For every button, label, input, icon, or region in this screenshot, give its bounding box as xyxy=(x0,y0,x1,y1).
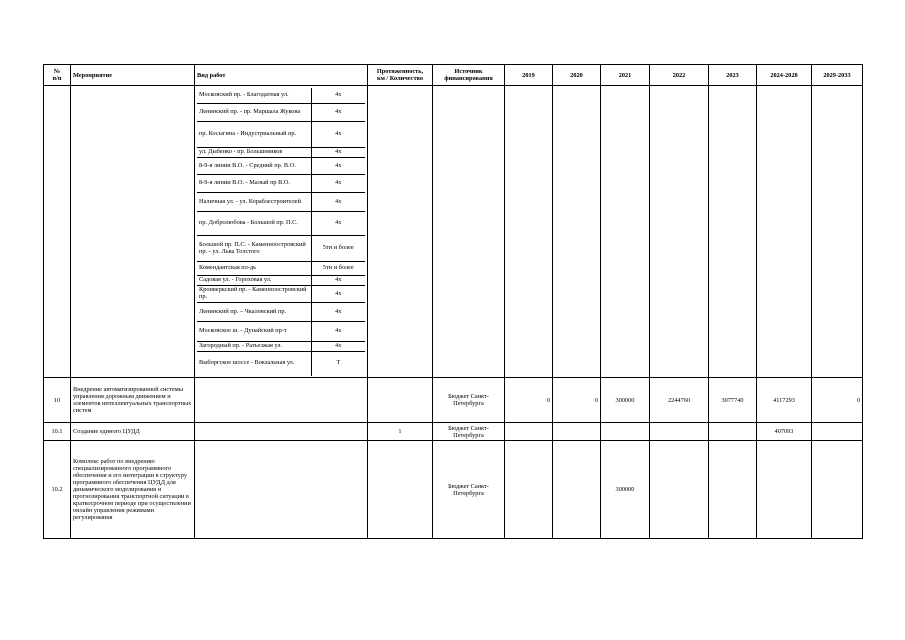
program-table xyxy=(43,64,863,539)
header-work-type: Вид работ xyxy=(195,65,368,86)
row-10-1-2022 xyxy=(650,423,709,441)
row-10-1-2023 xyxy=(709,423,757,441)
work-name: 8-9-я линии В.О. - Малый пр В.О. xyxy=(197,175,311,193)
row-10-2-2022 xyxy=(650,441,709,539)
cell-empty xyxy=(505,86,553,378)
row-10-2022: 2244760 xyxy=(650,378,709,423)
work-name: Комендантская пл-дь xyxy=(197,262,311,276)
work-name: Наличная ул. - ул. Кораблестроителей xyxy=(197,193,311,212)
work-name: Загородный пр. - Разъезжая ул. xyxy=(197,342,311,352)
row-10-2-2029-2033 xyxy=(812,441,863,539)
row-10-num: 10 xyxy=(44,378,71,423)
cell-empty xyxy=(601,86,650,378)
row-10-1-num: 10.1 xyxy=(44,423,71,441)
cell-empty xyxy=(433,86,505,378)
work-name: Ленинский пр. – Чкаловский пр. xyxy=(197,303,311,322)
work-name: пр. Косыгина - Индустриальный пр. xyxy=(197,122,311,148)
work-name: 8-9-я линии В.О. - Средний пр. В.О. xyxy=(197,158,311,175)
work-quantity: 4х xyxy=(311,158,365,175)
row-10-2-2021: 300000 xyxy=(601,441,650,539)
row-10-2029-2033: 0 xyxy=(812,378,863,423)
row-10-2-source: Бюджет Санкт-Петербурга xyxy=(433,441,505,539)
header-length: Протяженность, км / Количество xyxy=(368,65,433,86)
work-quantity: 4х xyxy=(311,342,365,352)
work-row xyxy=(197,303,365,322)
work-name: Московское ш. - Дунайский пр-т xyxy=(197,322,311,342)
row-10-2-2023 xyxy=(709,441,757,539)
row-10-1-activity: Создание единого ЦУДД xyxy=(71,423,195,441)
work-row xyxy=(197,148,365,158)
row-10-2-2020 xyxy=(553,441,601,539)
work-quantity: 4х xyxy=(311,322,365,342)
work-quantity: 5ти и более xyxy=(311,262,365,276)
work-quantity: 4х xyxy=(311,276,365,286)
header-2024-2028: 2024-2028 xyxy=(757,65,812,86)
row-10-2020: 0 xyxy=(553,378,601,423)
work-name: пр. Добролюбова - Большой пр. П.С. xyxy=(197,212,311,236)
row-10-2023: 3077740 xyxy=(709,378,757,423)
row-10-2-2019 xyxy=(505,441,553,539)
work-quantity: 4х xyxy=(311,175,365,193)
work-row xyxy=(197,193,365,212)
work-row xyxy=(197,175,365,193)
row-10-2-work xyxy=(195,441,368,539)
cell-empty xyxy=(71,86,195,378)
header-2023: 2023 xyxy=(709,65,757,86)
work-quantity: 4х xyxy=(311,193,365,212)
work-name: Садовая ул. - Гороховая ул. xyxy=(197,276,311,286)
cell-empty xyxy=(812,86,863,378)
row-10-1-length: 1 xyxy=(368,423,433,441)
work-row xyxy=(197,342,365,352)
work-name: Кронверкский пр. - Каменноостровский пр. xyxy=(197,286,311,303)
table-row-10-2 xyxy=(44,441,863,539)
row-10-2-2024-2028 xyxy=(757,441,812,539)
work-row xyxy=(197,212,365,236)
row-10-1-2029-2033 xyxy=(812,423,863,441)
work-quantity: 4х xyxy=(311,148,365,158)
work-row xyxy=(197,104,365,122)
row-10-2-length xyxy=(368,441,433,539)
work-name: Московский пр. - Благодатная ул. xyxy=(197,88,311,104)
work-quantity: 4х xyxy=(311,104,365,122)
work-row xyxy=(197,352,365,376)
row-10-2021: 300000 xyxy=(601,378,650,423)
work-row xyxy=(197,262,365,276)
work-quantity: 4х xyxy=(311,122,365,148)
work-row xyxy=(197,88,365,104)
work-row xyxy=(197,322,365,342)
row-10-1-2024-2028: 407093 xyxy=(757,423,812,441)
work-name: ул. Дыбенко - пр. Большевиков xyxy=(197,148,311,158)
row-10-length xyxy=(368,378,433,423)
work-row xyxy=(197,286,365,303)
work-quantity: 5ти и более xyxy=(311,236,365,262)
work-list xyxy=(197,88,365,376)
cell-empty xyxy=(650,86,709,378)
row-10-2-activity: Комплекс работ по внедрению специализированного программного обеспечения и его интеграции в структуру программного обеспечения ЦУДД для динамического моделирования и прогнозирования транспортной ситуации в краткосрочном периоде при осуществлении онлайн управления режимами регулирования xyxy=(71,441,195,539)
table-row-works xyxy=(44,86,863,378)
table-header-row xyxy=(44,65,863,86)
work-list-cell xyxy=(195,86,368,378)
work-row xyxy=(197,158,365,175)
row-10-1-work xyxy=(195,423,368,441)
work-row xyxy=(197,122,365,148)
table-row-10-1 xyxy=(44,423,863,441)
header-source: Источник финансирования xyxy=(433,65,505,86)
work-quantity: 4х xyxy=(311,88,365,104)
header-activity: Мероприятие xyxy=(71,65,195,86)
table-row-10 xyxy=(44,378,863,423)
work-name: Большой пр. П.С. - Каменноостровский пр. - ул. Льва Толстого xyxy=(197,236,311,262)
cell-empty xyxy=(709,86,757,378)
cell-empty xyxy=(44,86,71,378)
row-10-source: Бюджет Санкт-Петербурга xyxy=(433,378,505,423)
row-10-2019: 0 xyxy=(505,378,553,423)
row-10-work xyxy=(195,378,368,423)
cell-empty xyxy=(553,86,601,378)
work-quantity: Т xyxy=(311,352,365,376)
header-2021: 2021 xyxy=(601,65,650,86)
row-10-2-num: 10.2 xyxy=(44,441,71,539)
header-2022: 2022 xyxy=(650,65,709,86)
header-2029-2033: 2029-2033 xyxy=(812,65,863,86)
work-row xyxy=(197,276,365,286)
cell-empty xyxy=(368,86,433,378)
work-name: Ленинский пр. - пр. Маршала Жукова xyxy=(197,104,311,122)
row-10-2024-2028: 4117293 xyxy=(757,378,812,423)
work-quantity: 4х xyxy=(311,286,365,303)
header-num: № п/п xyxy=(44,65,71,86)
row-10-1-2020 xyxy=(553,423,601,441)
work-quantity: 4х xyxy=(311,212,365,236)
header-2020: 2020 xyxy=(553,65,601,86)
row-10-1-2019 xyxy=(505,423,553,441)
work-quantity: 4х xyxy=(311,303,365,322)
row-10-1-2021 xyxy=(601,423,650,441)
header-2019: 2019 xyxy=(505,65,553,86)
work-name: Выборгское шоссе - Вокзальная ул. xyxy=(199,359,295,367)
work-row xyxy=(197,236,365,262)
row-10-1-source: Бюджет Санкт-Петербурга xyxy=(433,423,505,441)
row-10-activity: Внедрение автоматизированной системы управления дорожным движением и элементов интеллектуальных транспортных систем xyxy=(71,378,195,423)
cell-empty xyxy=(757,86,812,378)
